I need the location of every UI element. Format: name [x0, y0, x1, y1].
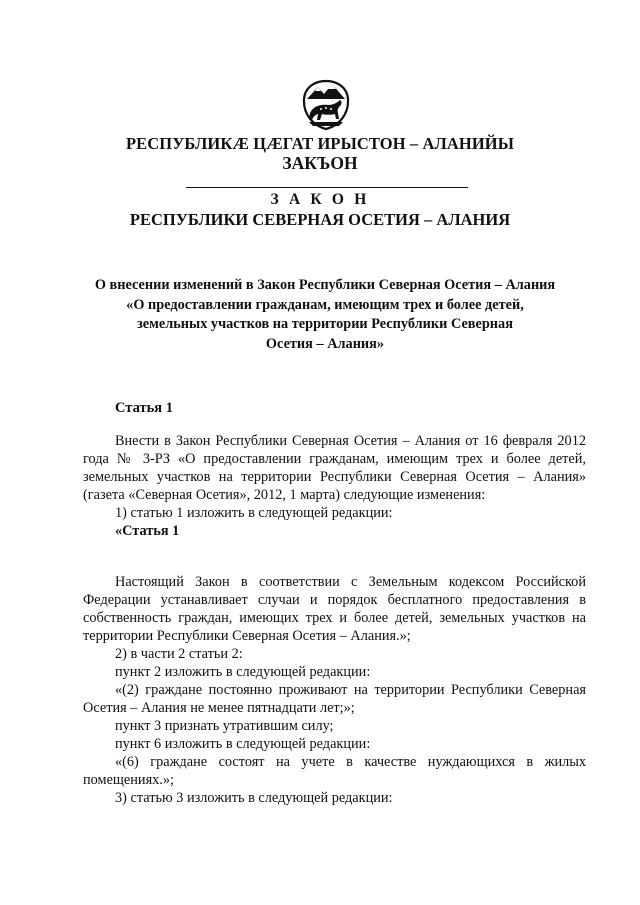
amendment-item-2a: пункт 2 изложить в следующей редакции:	[115, 664, 371, 680]
russian-republic-title: РЕСПУБЛИКИ СЕВЕРНАЯ ОСЕТИЯ – АЛАНИЯ	[129, 210, 511, 229]
amendment-item-2: 2) в части 2 статьи 2:	[115, 646, 243, 662]
amendment-item-3: 3) статью 3 изложить в следующей редакции:	[115, 790, 393, 806]
law-title-line: О внесении изменений в Закон Республики Северная Осетия – Алания	[94, 277, 556, 293]
law-title	[90, 276, 560, 355]
amendment-item-2c-text: «(6) граждане состоят на учете в качестве нуждающихся в жилых помещениях.»;	[83, 754, 586, 788]
coat-of-arms-emblem	[301, 79, 351, 131]
ossetian-republic-title: РЕСПУБЛИКӔ ЦӔГАТ ИРЫСТОН – АЛАНИЙЫ	[125, 134, 514, 153]
article-1-intro: Внести в Закон Республики Северная Осетия – Алания от 16 февраля 2012 года № 3-РЗ «О предоставлении гражданам, имеющим трех и более детей, земельных участков на территории Республики Северная Осетия – Алания» (газета «Северная Осетия», 2012, 1 марта) следующие изменения:	[83, 433, 586, 503]
law-title-line: Осетия – Алания»	[265, 336, 385, 353]
header-divider	[186, 187, 468, 188]
quoted-article-text: Настоящий Закон в соответствии с Земельным кодексом Российской Федерации устанавливает случаи и порядок бесплатного предоставления в собственность граждан, имеющих трех и более детей, земельных участков на территории Республики Северная Осетия – Алания.»;	[83, 574, 586, 644]
article-1-body	[83, 432, 586, 540]
amendment-item-1: 1) статью 1 изложить в следующей редакции:	[115, 505, 393, 521]
quoted-article-heading: «Статья 1	[115, 523, 180, 539]
amendment-item-2b: пункт 3 признать утратившим силу;	[115, 718, 334, 734]
amendment-item-2a-text: «(2) граждане постоянно проживают на территории Республики Северная Осетия – Алания не менее пятнадцати лет;»;	[83, 682, 586, 716]
article-1-heading: Статья 1	[115, 400, 173, 416]
law-title-line: земельных участков на территории Республики Северная	[137, 316, 513, 333]
article-1-body-continued	[83, 573, 586, 807]
russian-law-title: З А К О Н	[270, 191, 370, 208]
ossetian-law-title: ЗАКЪОН	[282, 153, 358, 173]
law-title-line: «О предоставлении гражданам, имеющим трех и более детей,	[126, 296, 524, 313]
amendment-item-2c: пункт 6 изложить в следующей редакции:	[115, 736, 371, 752]
